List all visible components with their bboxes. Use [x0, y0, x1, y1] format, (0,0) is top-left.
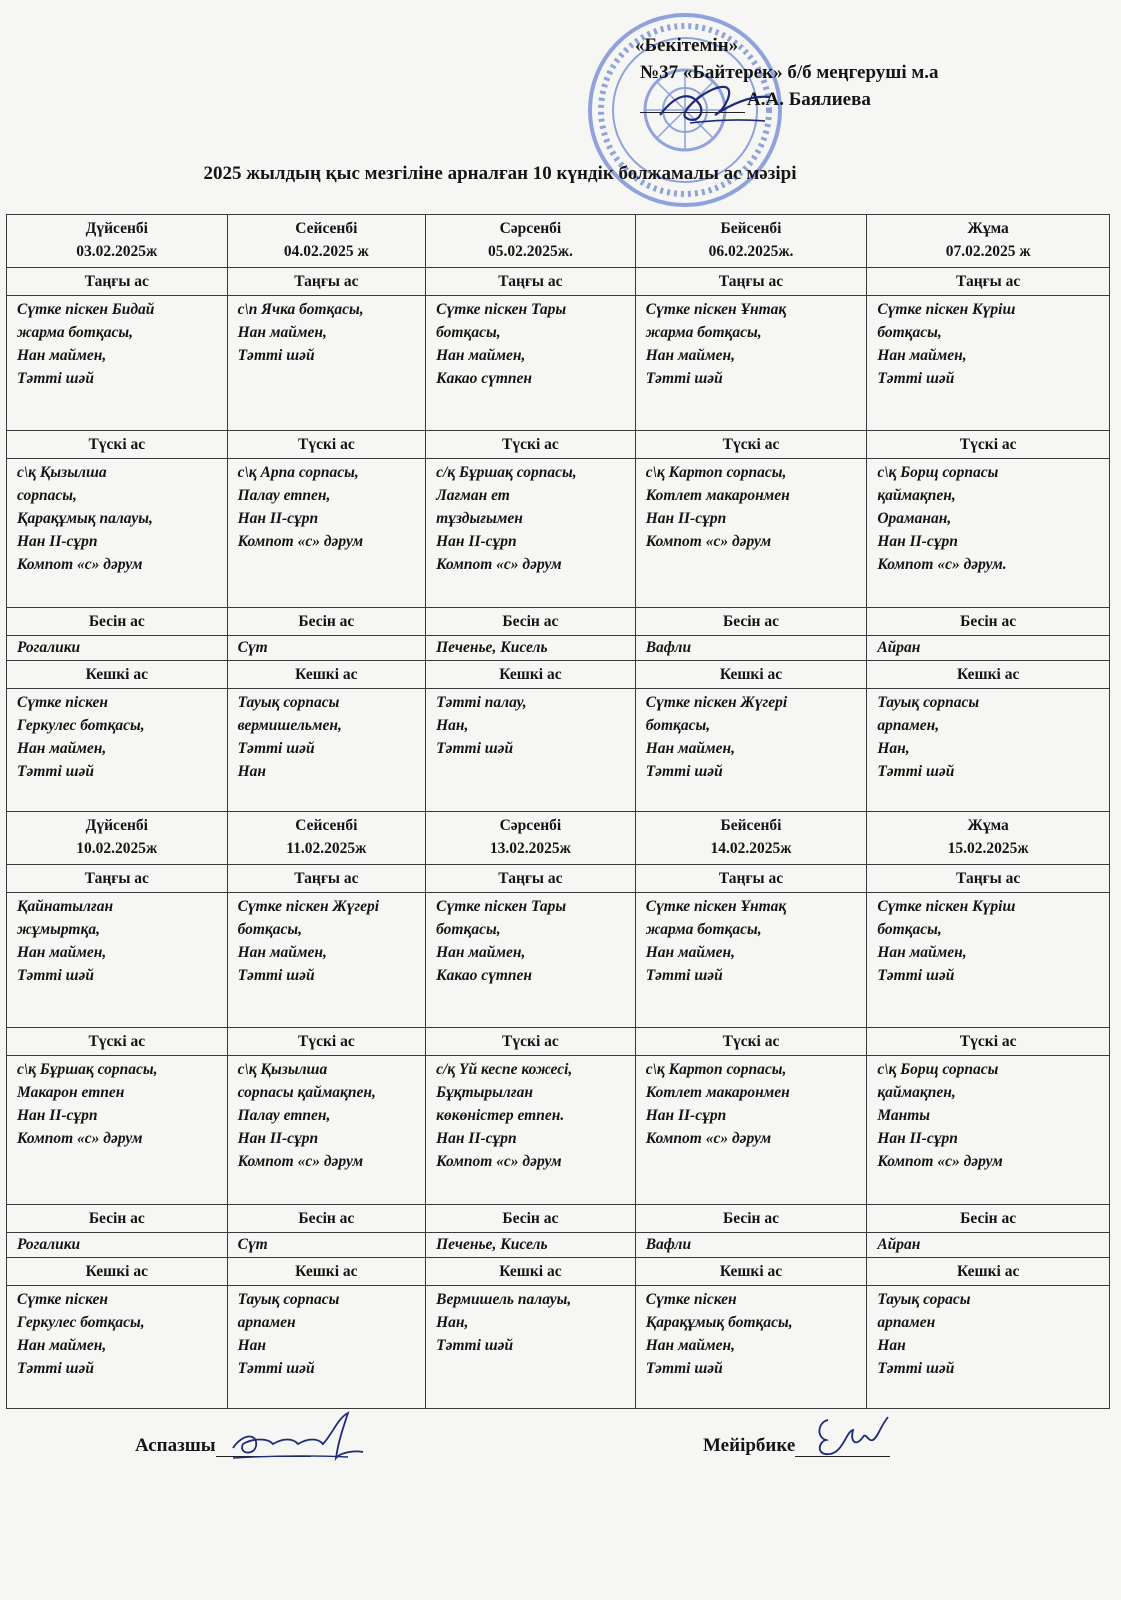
meal-label-row [7, 431, 1110, 459]
day-name: Сейсенбі [295, 817, 358, 834]
dish-cell: Сүтке піскен Жүгері ботқасы, Нан маймен, Тәтті шәй [227, 893, 426, 1028]
meal-label: Таңғы ас [7, 268, 228, 296]
dish-row [7, 1233, 1110, 1258]
dish-cell: с\қ Арпа сорпасы, Палау етпен, Нан ІІ-сұрп Компот «с» дәрум [227, 459, 426, 608]
meal-label: Таңғы ас [426, 865, 636, 893]
dish-cell: Сүт [227, 636, 426, 661]
dish-cell: Тауық сорпасы арпамен, Нан, Тәтті шәй [867, 689, 1110, 812]
meal-label: Бесін ас [227, 1205, 426, 1233]
dish-cell: с\п Ячка ботқасы, Нан маймен, Тәтті шәй [227, 296, 426, 431]
dish-cell: Айран [867, 1233, 1110, 1258]
meal-label: Бесін ас [635, 1205, 867, 1233]
dish-cell: Печенье, Кисель [426, 636, 636, 661]
meal-label-row [7, 661, 1110, 689]
dish-cell: с\қ Картоп сорпасы, Котлет макаронмен Нан ІІ-сұрп Компот «с» дәрум [635, 459, 867, 608]
dish-cell: Сүт [227, 1233, 426, 1258]
dish-cell: с\қ Қызылша сорпасы қаймақпен, Палау етпен, Нан ІІ-сұрп Компот «с» дәрум [227, 1056, 426, 1205]
meal-label: Таңғы ас [227, 865, 426, 893]
cook-label: Аспазшы [135, 1435, 216, 1456]
approval-name: А.А. Баялиева [747, 89, 871, 110]
meal-label-row [7, 1028, 1110, 1056]
dish-cell: Қайнатылған жұмыртқа, Нан маймен, Тәтті шәй [7, 893, 228, 1028]
dish-cell: Сүтке піскен Тары ботқасы, Нан маймен, Какао сүтпен [426, 893, 636, 1028]
dish-cell: Рогалики [7, 636, 228, 661]
day-name: Жұма [967, 817, 1009, 834]
meal-label: Бесін ас [7, 1205, 228, 1233]
day-header [7, 812, 228, 865]
meal-label: Бесін ас [867, 1205, 1110, 1233]
meal-label-row [7, 608, 1110, 636]
dish-cell: с\қ Борщ сорпасы қаймақпен, Ораманан, Нан ІІ-сұрп Компот «с» дәрум. [867, 459, 1110, 608]
meal-label: Таңғы ас [426, 268, 636, 296]
meal-label: Түскі ас [635, 1028, 867, 1056]
day-date: 13.02.2025ж [489, 840, 571, 857]
dish-cell: Айран [867, 636, 1110, 661]
dish-row [7, 893, 1110, 1028]
day-date: 06.02.2025ж. [708, 243, 794, 260]
meal-label: Кешкі ас [7, 661, 228, 689]
dish-cell: Вафли [635, 1233, 867, 1258]
meal-label: Бесін ас [227, 608, 426, 636]
meal-label: Түскі ас [867, 431, 1110, 459]
meal-label: Түскі ас [635, 431, 867, 459]
meal-label: Кешкі ас [7, 1258, 228, 1286]
day-header [867, 215, 1110, 268]
day-date: 14.02.2025ж [710, 840, 792, 857]
meal-label: Таңғы ас [635, 268, 867, 296]
meal-label: Таңғы ас [635, 865, 867, 893]
meal-label: Таңғы ас [867, 865, 1110, 893]
meal-label: Түскі ас [426, 431, 636, 459]
dish-row [7, 459, 1110, 608]
dish-cell: Рогалики [7, 1233, 228, 1258]
day-date: 10.02.2025ж [76, 840, 158, 857]
day-name: Сейсенбі [295, 220, 358, 237]
day-header [426, 812, 636, 865]
dish-cell: Сүтке піскен Ұнтақ жарма ботқасы, Нан маймен, Тәтті шәй [635, 296, 867, 431]
meal-label: Бесін ас [635, 608, 867, 636]
approval-position: №37 «Байтерек» б/б меңгеруші м.а [640, 62, 939, 83]
day-date: 05.02.2025ж. [487, 243, 573, 260]
dish-row [7, 296, 1110, 431]
nurse-signature-icon [808, 1412, 898, 1462]
meal-label: Түскі ас [426, 1028, 636, 1056]
dish-cell: Тауық сорасы арпамен Нан Тәтті шәй [867, 1286, 1110, 1409]
day-header [7, 215, 228, 268]
dish-cell: Сүтке піскен Геркулес ботқасы, Нан маймен, Тәтті шәй [7, 689, 228, 812]
dish-cell: с/қ Бұршақ сорпасы, Лағман ет тұздығымен Нан ІІ-сұрп Компот «с» дәрум [426, 459, 636, 608]
dish-cell: Сүтке піскен Бидай жарма ботқасы, Нан маймен, Тәтті шәй [7, 296, 228, 431]
meal-label: Кешкі ас [867, 661, 1110, 689]
day-date: 07.02.2025 ж [945, 243, 1031, 260]
meal-label: Түскі ас [227, 1028, 426, 1056]
day-header [635, 812, 867, 865]
day-date: 03.02.2025ж [76, 243, 158, 260]
day-header [426, 215, 636, 268]
dish-cell: Печенье, Кисель [426, 1233, 636, 1258]
day-name: Дүйсенбі [85, 817, 148, 834]
day-header [635, 215, 867, 268]
dish-row [7, 636, 1110, 661]
meal-label: Түскі ас [7, 1028, 228, 1056]
director-signature-icon [655, 75, 775, 135]
dish-cell: с\қ Бұршақ сорпасы, Макарон етпен Нан ІІ-сұрп Компот «с» дәрум [7, 1056, 228, 1205]
meal-label: Таңғы ас [227, 268, 426, 296]
day-name: Дүйсенбі [85, 220, 148, 237]
dish-cell: с\қ Картоп сорпасы, Котлет макаронмен Нан ІІ-сұрп Компот «с» дәрум [635, 1056, 867, 1205]
meal-label-row [7, 865, 1110, 893]
day-name: Сәрсенбі [499, 220, 562, 237]
meal-label: Кешкі ас [227, 1258, 426, 1286]
dish-row [7, 689, 1110, 812]
meal-label-row [7, 268, 1110, 296]
meal-label: Кешкі ас [426, 661, 636, 689]
meal-label: Кешкі ас [635, 1258, 867, 1286]
dish-cell: Тауық сорпасы арпамен Нан Тәтті шәй [227, 1286, 426, 1409]
dish-cell: с/қ Үй кеспе кожесі, Бұқтырылған көкөністер етпен. Нан ІІ-сұрп Компот «с» дәрум [426, 1056, 636, 1205]
dish-row [7, 1056, 1110, 1205]
meal-label-row [7, 1205, 1110, 1233]
meal-label-row [7, 1258, 1110, 1286]
dish-row [7, 1286, 1110, 1409]
day-name: Бейсенбі [720, 220, 782, 237]
menu-table [6, 214, 1110, 1409]
day-name: Бейсенбі [720, 817, 782, 834]
meal-label: Кешкі ас [867, 1258, 1110, 1286]
dish-cell: с\қ Борщ сорпасы қаймақпен, Манты Нан ІІ-сұрп Компот «с» дәрум [867, 1056, 1110, 1205]
day-header-row [7, 215, 1110, 268]
meal-label: Бесін ас [867, 608, 1110, 636]
meal-label: Кешкі ас [426, 1258, 636, 1286]
dish-cell: Вафли [635, 636, 867, 661]
day-date: 15.02.2025ж [947, 840, 1029, 857]
meal-label: Таңғы ас [7, 865, 228, 893]
meal-label: Бесін ас [426, 1205, 636, 1233]
approval-heading: «Бекітемін» [635, 35, 739, 56]
meal-label: Бесін ас [426, 608, 636, 636]
meal-label: Түскі ас [227, 431, 426, 459]
dish-cell: Сүтке піскен Жүгері ботқасы, Нан маймен, Тәтті шәй [635, 689, 867, 812]
nurse-label: Мейірбике [703, 1435, 796, 1456]
dish-cell: Сүтке піскен Қарақұмық ботқасы, Нан маймен, Тәтті шәй [635, 1286, 867, 1409]
day-date: 11.02.2025ж [286, 840, 367, 857]
dish-cell: с\қ Қызылша сорпасы, Қарақұмық палауы, Нан ІІ-сұрп Компот «с» дәрум [7, 459, 228, 608]
meal-label: Түскі ас [7, 431, 228, 459]
day-header [227, 812, 426, 865]
dish-cell: Сүтке піскен Тары ботқасы, Нан маймен, Какао сүтпен [426, 296, 636, 431]
day-header-row [7, 812, 1110, 865]
meal-label: Кешкі ас [227, 661, 426, 689]
day-date: 04.02.2025 ж [283, 243, 369, 260]
dish-cell: Сүтке піскен Күріш ботқасы, Нан маймен, Тәтті шәй [867, 296, 1110, 431]
dish-cell: Вермишель палауы, Нан, Тәтті шәй [426, 1286, 636, 1409]
day-header [227, 215, 426, 268]
dish-cell: Тәтті палау, Нан, Тәтті шәй [426, 689, 636, 812]
meal-label: Кешкі ас [635, 661, 867, 689]
dish-cell: Тауық сорпасы вермишельмен, Тәтті шәй Нан [227, 689, 426, 812]
day-name: Жұма [967, 220, 1009, 237]
page-title: 2025 жылдың қыс мезгіліне арналған 10 күндік болжамалы ас мәзірі [203, 163, 797, 184]
meal-label: Түскі ас [867, 1028, 1110, 1056]
dish-cell: Сүтке піскен Геркулес ботқасы, Нан маймен, Тәтті шәй [7, 1286, 228, 1409]
day-header [867, 812, 1110, 865]
day-name: Сәрсенбі [499, 817, 562, 834]
dish-cell: Сүтке піскен Күріш ботқасы, Нан маймен, Тәтті шәй [867, 893, 1110, 1028]
dish-cell: Сүтке піскен Ұнтақ жарма ботқасы, Нан маймен, Тәтті шәй [635, 893, 867, 1028]
meal-label: Бесін ас [7, 608, 228, 636]
cook-signature-icon [228, 1408, 368, 1468]
meal-label: Таңғы ас [867, 268, 1110, 296]
